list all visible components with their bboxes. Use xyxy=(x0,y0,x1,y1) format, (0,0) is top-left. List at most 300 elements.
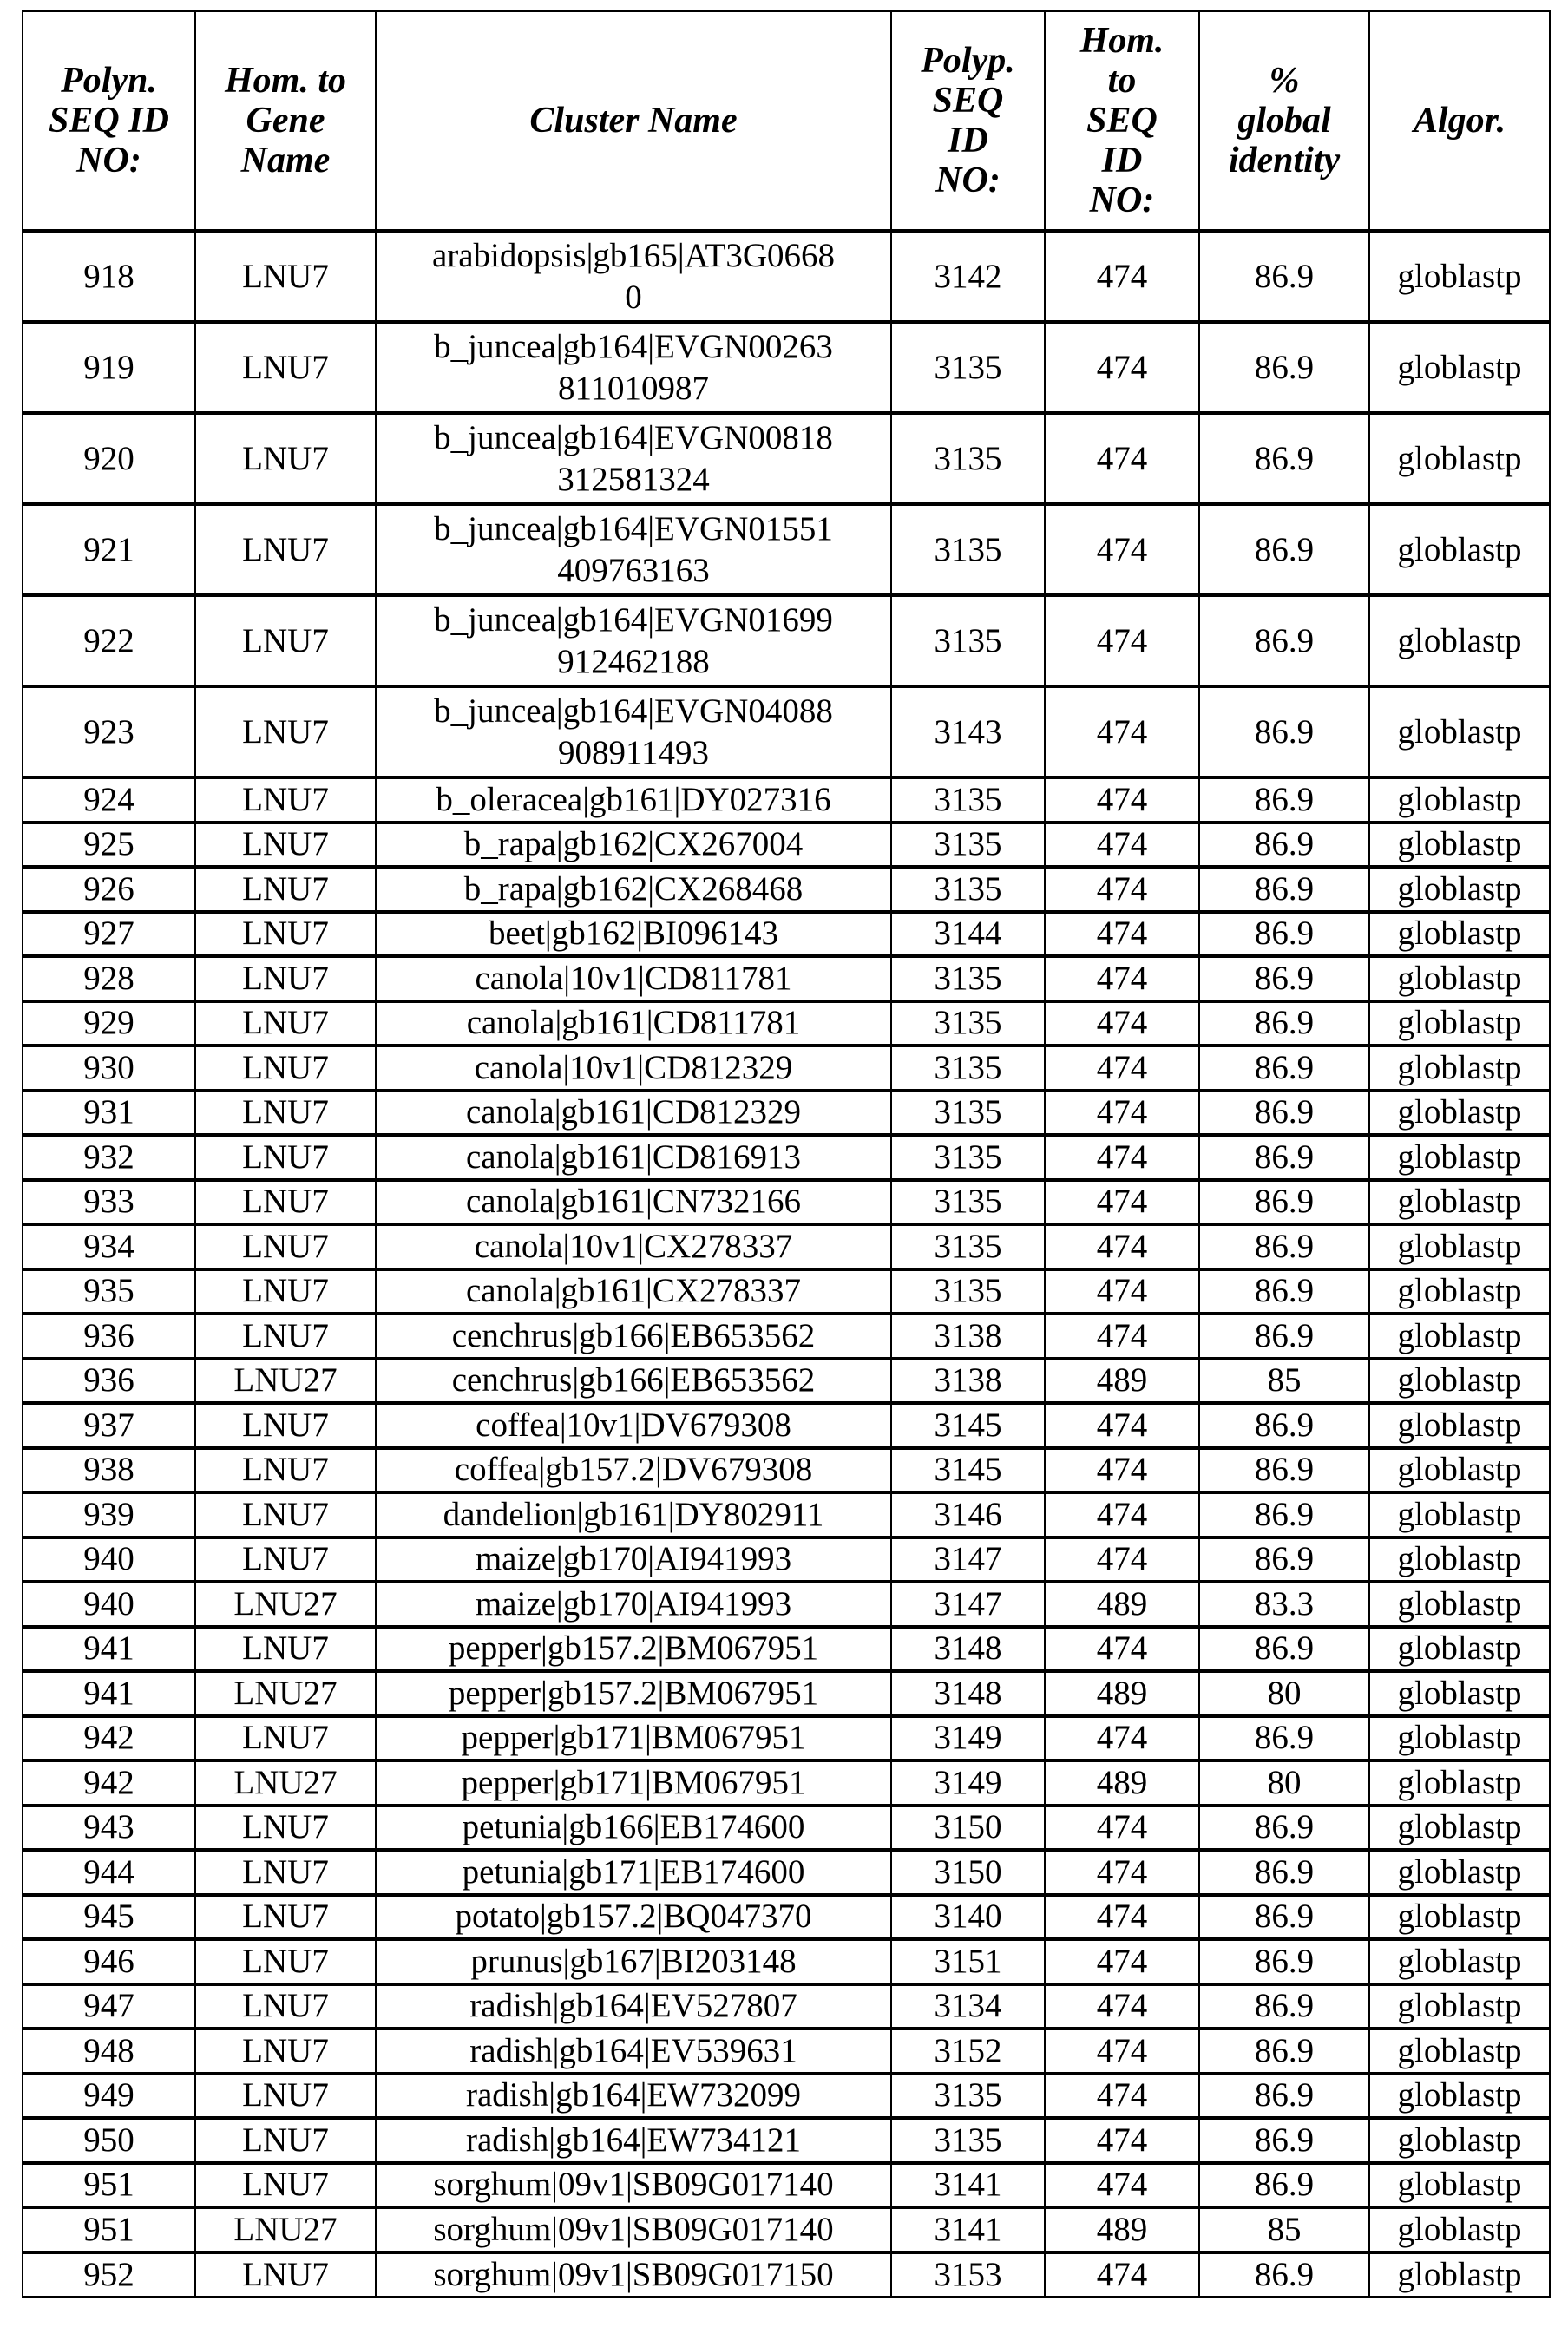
hom-seq-id-cell: 489 xyxy=(1045,1582,1199,1627)
gene-name-cell: LNU7 xyxy=(195,1091,376,1136)
global-identity-cell: 86.9 xyxy=(1199,1046,1369,1091)
column-header-global-identity xyxy=(1199,11,1369,231)
polyn-seq-id-cell: 945 xyxy=(23,1895,195,1940)
hom-seq-id-cell: 474 xyxy=(1045,867,1199,912)
polyp-seq-id-cell: 3152 xyxy=(891,2029,1045,2074)
gene-name-cell: LNU7 xyxy=(195,1403,376,1448)
gene-name-cell: LNU7 xyxy=(195,823,376,868)
global-identity-cell: 86.9 xyxy=(1199,231,1369,322)
global-identity-cell: 86.9 xyxy=(1199,413,1369,504)
hom-seq-id-cell: 474 xyxy=(1045,2029,1199,2074)
column-header-line: ID xyxy=(948,121,988,161)
algorithm-cell: globlastp xyxy=(1369,2074,1550,2119)
algorithm-cell: globlastp xyxy=(1369,912,1550,957)
gene-name-cell: LNU7 xyxy=(195,504,376,595)
hom-seq-id-cell: 474 xyxy=(1045,912,1199,957)
polyn-seq-id-cell: 922 xyxy=(23,595,195,686)
table-row xyxy=(23,777,1550,823)
polyn-seq-id-cell: 937 xyxy=(23,1403,195,1448)
global-identity-cell: 86.9 xyxy=(1199,1224,1369,1269)
global-identity-cell: 86.9 xyxy=(1199,322,1369,413)
table-row xyxy=(23,595,1550,686)
global-identity-cell: 86.9 xyxy=(1199,1806,1369,1851)
cluster-name-cell: maize|gb170|AI941993 xyxy=(376,1537,891,1583)
gene-name-cell: LNU7 xyxy=(195,1895,376,1940)
gene-name-cell: LNU27 xyxy=(195,1671,376,1716)
algorithm-cell: globlastp xyxy=(1369,686,1550,777)
polyp-seq-id-cell: 3142 xyxy=(891,231,1045,322)
polyp-seq-id-cell: 3150 xyxy=(891,1850,1045,1895)
gene-name-cell: LNU7 xyxy=(195,1046,376,1091)
cluster-name-line: b_juncea|gb164|EVGN04088 xyxy=(434,692,833,730)
hom-seq-id-cell: 474 xyxy=(1045,823,1199,868)
cluster-name-cell: canola|gb161|CD816913 xyxy=(376,1135,891,1180)
algorithm-cell: globlastp xyxy=(1369,2029,1550,2074)
table-row xyxy=(23,413,1550,504)
polyp-seq-id-cell: 3135 xyxy=(891,1269,1045,1314)
hom-seq-id-cell: 474 xyxy=(1045,777,1199,823)
column-header-line: Polyp. xyxy=(921,41,1015,81)
polyp-seq-id-cell: 3150 xyxy=(891,1806,1045,1851)
table-row xyxy=(23,2163,1550,2208)
table-row xyxy=(23,2118,1550,2163)
polyn-seq-id-cell: 949 xyxy=(23,2074,195,2119)
polyp-seq-id-cell: 3135 xyxy=(891,1001,1045,1046)
polyn-seq-id-cell: 951 xyxy=(23,2163,195,2208)
gene-name-cell: LNU7 xyxy=(195,1537,376,1583)
column-header-hom-gene-name xyxy=(195,11,376,231)
algorithm-cell: globlastp xyxy=(1369,867,1550,912)
polyn-seq-id-cell: 919 xyxy=(23,322,195,413)
polyn-seq-id-cell: 923 xyxy=(23,686,195,777)
hom-seq-id-cell: 474 xyxy=(1045,1939,1199,1984)
algorithm-cell: globlastp xyxy=(1369,1627,1550,1672)
algorithm-cell: globlastp xyxy=(1369,1939,1550,1984)
polyp-seq-id-cell: 3135 xyxy=(891,1224,1045,1269)
polyp-seq-id-cell: 3135 xyxy=(891,1180,1045,1225)
algorithm-cell: globlastp xyxy=(1369,1135,1550,1180)
cluster-name-cell: radish|gb164|EW732099 xyxy=(376,2074,891,2119)
polyp-seq-id-cell: 3135 xyxy=(891,2118,1045,2163)
gene-name-cell: LNU7 xyxy=(195,595,376,686)
gene-name-cell: LNU27 xyxy=(195,1760,376,1806)
table-row xyxy=(23,322,1550,413)
cluster-name-cell: canola|gb161|CX278337 xyxy=(376,1269,891,1314)
polyn-seq-id-cell: 940 xyxy=(23,1582,195,1627)
hom-seq-id-cell: 474 xyxy=(1045,1269,1199,1314)
polyn-seq-id-cell: 941 xyxy=(23,1671,195,1716)
algorithm-cell: globlastp xyxy=(1369,1359,1550,1404)
cluster-name-cell: coffea|gb157.2|DV679308 xyxy=(376,1448,891,1493)
column-header-polyp-seq-id xyxy=(891,11,1045,231)
gene-name-cell: LNU7 xyxy=(195,1448,376,1493)
global-identity-cell: 80 xyxy=(1199,1760,1369,1806)
hom-seq-id-cell: 474 xyxy=(1045,1537,1199,1583)
hom-seq-id-cell: 474 xyxy=(1045,1492,1199,1537)
global-identity-cell: 80 xyxy=(1199,1671,1369,1716)
polyn-seq-id-cell: 952 xyxy=(23,2252,195,2298)
hom-seq-id-cell: 474 xyxy=(1045,1403,1199,1448)
cluster-name-line: 908911493 xyxy=(557,733,710,771)
cluster-name-cell: canola|gb161|CN732166 xyxy=(376,1180,891,1225)
polyn-seq-id-cell: 948 xyxy=(23,2029,195,2074)
column-header-line: identity xyxy=(1228,141,1341,180)
table-row xyxy=(23,912,1550,957)
polyn-seq-id-cell: 928 xyxy=(23,956,195,1001)
hom-seq-id-cell: 474 xyxy=(1045,322,1199,413)
hom-seq-id-cell: 489 xyxy=(1045,1760,1199,1806)
table-row xyxy=(23,1180,1550,1225)
polyp-seq-id-cell: 3146 xyxy=(891,1492,1045,1537)
column-header-line: global xyxy=(1237,101,1331,141)
algorithm-cell: globlastp xyxy=(1369,2207,1550,2252)
gene-name-cell: LNU7 xyxy=(195,1135,376,1180)
cluster-name-cell: b_oleracea|gb161|DY027316 xyxy=(376,777,891,823)
table-row xyxy=(23,1895,1550,1940)
polyp-seq-id-cell: 3153 xyxy=(891,2252,1045,2298)
polyp-seq-id-cell: 3148 xyxy=(891,1627,1045,1672)
polyn-seq-id-cell: 944 xyxy=(23,1850,195,1895)
polyn-seq-id-cell: 924 xyxy=(23,777,195,823)
table-row xyxy=(23,504,1550,595)
hom-seq-id-cell: 474 xyxy=(1045,2074,1199,2119)
polyn-seq-id-cell: 925 xyxy=(23,823,195,868)
cluster-name-cell: canola|gb161|CD812329 xyxy=(376,1091,891,1136)
cluster-name-line: 409763163 xyxy=(557,551,710,589)
polyp-seq-id-cell: 3135 xyxy=(891,956,1045,1001)
polyn-seq-id-cell: 940 xyxy=(23,1537,195,1583)
gene-name-cell: LNU7 xyxy=(195,413,376,504)
algorithm-cell: globlastp xyxy=(1369,1180,1550,1225)
algorithm-cell: globlastp xyxy=(1369,1224,1550,1269)
cluster-name-line: 312581324 xyxy=(557,460,710,498)
gene-name-cell: LNU7 xyxy=(195,2118,376,2163)
polyn-seq-id-cell: 926 xyxy=(23,867,195,912)
polyn-seq-id-cell: 936 xyxy=(23,1314,195,1359)
cluster-name-cell xyxy=(376,413,891,504)
polyp-seq-id-cell: 3148 xyxy=(891,1671,1045,1716)
polyn-seq-id-cell: 938 xyxy=(23,1448,195,1493)
global-identity-cell: 83.3 xyxy=(1199,1582,1369,1627)
hom-seq-id-cell: 474 xyxy=(1045,1895,1199,1940)
table-row xyxy=(23,1806,1550,1851)
hom-seq-id-cell: 474 xyxy=(1045,956,1199,1001)
cluster-name-cell: canola|10v1|CX278337 xyxy=(376,1224,891,1269)
cluster-name-cell: pepper|gb157.2|BM067951 xyxy=(376,1627,891,1672)
table-row xyxy=(23,956,1550,1001)
polyn-seq-id-cell: 942 xyxy=(23,1760,195,1806)
algorithm-cell: globlastp xyxy=(1369,2163,1550,2208)
polyp-seq-id-cell: 3144 xyxy=(891,912,1045,957)
global-identity-cell: 86.9 xyxy=(1199,1091,1369,1136)
global-identity-cell: 86.9 xyxy=(1199,1492,1369,1537)
table-row xyxy=(23,1135,1550,1180)
gene-name-cell: LNU7 xyxy=(195,2163,376,2208)
hom-seq-id-cell: 474 xyxy=(1045,1984,1199,2029)
cluster-name-cell: prunus|gb167|BI203148 xyxy=(376,1939,891,1984)
polyp-seq-id-cell: 3141 xyxy=(891,2207,1045,2252)
polyn-seq-id-cell: 936 xyxy=(23,1359,195,1404)
cluster-name-cell: radish|gb164|EV527807 xyxy=(376,1984,891,2029)
column-header-line: Hom. xyxy=(1079,21,1165,61)
polyp-seq-id-cell: 3135 xyxy=(891,867,1045,912)
hom-seq-id-cell: 474 xyxy=(1045,1180,1199,1225)
gene-name-cell: LNU7 xyxy=(195,1180,376,1225)
gene-name-cell: LNU7 xyxy=(195,2252,376,2298)
global-identity-cell: 85 xyxy=(1199,2207,1369,2252)
global-identity-cell: 86.9 xyxy=(1199,504,1369,595)
global-identity-cell: 86.9 xyxy=(1199,1537,1369,1583)
cluster-name-cell: coffea|10v1|DV679308 xyxy=(376,1403,891,1448)
gene-name-cell: LNU7 xyxy=(195,912,376,957)
algorithm-cell: globlastp xyxy=(1369,823,1550,868)
polyp-seq-id-cell: 3135 xyxy=(891,2074,1045,2119)
polyn-seq-id-cell: 941 xyxy=(23,1627,195,1672)
algorithm-cell: globlastp xyxy=(1369,1760,1550,1806)
table-header xyxy=(23,11,1550,231)
hom-seq-id-cell: 489 xyxy=(1045,1359,1199,1404)
global-identity-cell: 86.9 xyxy=(1199,2118,1369,2163)
cluster-name-cell: cenchrus|gb166|EB653562 xyxy=(376,1359,891,1404)
algorithm-cell: globlastp xyxy=(1369,1492,1550,1537)
table-row xyxy=(23,823,1550,868)
hom-seq-id-cell: 474 xyxy=(1045,1001,1199,1046)
column-header-line: NO: xyxy=(1089,180,1155,220)
table-row xyxy=(23,686,1550,777)
polyp-seq-id-cell: 3135 xyxy=(891,504,1045,595)
algorithm-cell: globlastp xyxy=(1369,595,1550,686)
algorithm-cell: globlastp xyxy=(1369,1671,1550,1716)
polyn-seq-id-cell: 918 xyxy=(23,231,195,322)
polyp-seq-id-cell: 3135 xyxy=(891,777,1045,823)
table-row xyxy=(23,1627,1550,1672)
table-row xyxy=(23,1269,1550,1314)
algorithm-cell: globlastp xyxy=(1369,231,1550,322)
column-header-line: SEQ xyxy=(932,81,1004,121)
global-identity-cell: 86.9 xyxy=(1199,1403,1369,1448)
global-identity-cell: 86.9 xyxy=(1199,1850,1369,1895)
global-identity-cell: 86.9 xyxy=(1199,2074,1369,2119)
gene-name-cell: LNU7 xyxy=(195,686,376,777)
polyp-seq-id-cell: 3149 xyxy=(891,1760,1045,1806)
polyn-seq-id-cell: 921 xyxy=(23,504,195,595)
column-header-line: Gene xyxy=(246,101,325,141)
polyp-seq-id-cell: 3135 xyxy=(891,1091,1045,1136)
column-header-line: Polyn. xyxy=(61,61,157,101)
algorithm-cell: globlastp xyxy=(1369,322,1550,413)
cluster-name-line: b_juncea|gb164|EVGN00818 xyxy=(434,418,833,456)
cluster-name-line: arabidopsis|gb165|AT3G0668 xyxy=(431,236,836,274)
polyp-seq-id-cell: 3143 xyxy=(891,686,1045,777)
table-row xyxy=(23,1403,1550,1448)
column-header-line: Algor. xyxy=(1413,101,1506,141)
gene-name-cell: LNU7 xyxy=(195,1314,376,1359)
polyn-seq-id-cell: 929 xyxy=(23,1001,195,1046)
hom-seq-id-cell: 474 xyxy=(1045,2118,1199,2163)
column-header-line: to xyxy=(1107,61,1137,101)
global-identity-cell: 86.9 xyxy=(1199,1448,1369,1493)
algorithm-cell: globlastp xyxy=(1369,956,1550,1001)
table-row xyxy=(23,2074,1550,2119)
polyn-seq-id-cell: 931 xyxy=(23,1091,195,1136)
hom-seq-id-cell: 474 xyxy=(1045,1850,1199,1895)
column-header-line: Cluster Name xyxy=(529,101,738,141)
cluster-name-cell: petunia|gb171|EB174600 xyxy=(376,1850,891,1895)
column-header-line: SEQ xyxy=(1086,101,1158,141)
algorithm-cell: globlastp xyxy=(1369,1895,1550,1940)
table-row xyxy=(23,1046,1550,1091)
cluster-name-cell: canola|10v1|CD812329 xyxy=(376,1046,891,1091)
hom-seq-id-cell: 474 xyxy=(1045,504,1199,595)
gene-name-cell: LNU27 xyxy=(195,1582,376,1627)
polyn-seq-id-cell: 927 xyxy=(23,912,195,957)
table-row xyxy=(23,1716,1550,1761)
polyp-seq-id-cell: 3141 xyxy=(891,2163,1045,2208)
column-header-line: Name xyxy=(240,141,331,180)
global-identity-cell: 86.9 xyxy=(1199,1716,1369,1761)
cluster-name-cell xyxy=(376,686,891,777)
table-body xyxy=(23,231,1550,2297)
cluster-name-cell: petunia|gb166|EB174600 xyxy=(376,1806,891,1851)
algorithm-cell: globlastp xyxy=(1369,1806,1550,1851)
global-identity-cell: 86.9 xyxy=(1199,956,1369,1001)
cluster-name-cell: canola|gb161|CD811781 xyxy=(376,1001,891,1046)
global-identity-cell: 86.9 xyxy=(1199,686,1369,777)
polyn-seq-id-cell: 934 xyxy=(23,1224,195,1269)
hom-seq-id-cell: 489 xyxy=(1045,1671,1199,1716)
cluster-name-cell: sorghum|09v1|SB09G017150 xyxy=(376,2252,891,2298)
header-row xyxy=(23,11,1550,231)
cluster-name-cell xyxy=(376,322,891,413)
cluster-name-cell: cenchrus|gb166|EB653562 xyxy=(376,1314,891,1359)
table-row xyxy=(23,867,1550,912)
cluster-name-line: 811010987 xyxy=(557,369,710,407)
table-row xyxy=(23,1671,1550,1716)
cluster-name-cell: potato|gb157.2|BQ047370 xyxy=(376,1895,891,1940)
gene-name-cell: LNU7 xyxy=(195,231,376,322)
table-row xyxy=(23,1359,1550,1404)
global-identity-cell: 85 xyxy=(1199,1359,1369,1404)
global-identity-cell: 86.9 xyxy=(1199,1180,1369,1225)
global-identity-cell: 86.9 xyxy=(1199,2252,1369,2298)
gene-name-cell: LNU7 xyxy=(195,1806,376,1851)
algorithm-cell: globlastp xyxy=(1369,1314,1550,1359)
polyn-seq-id-cell: 943 xyxy=(23,1806,195,1851)
table-row xyxy=(23,1582,1550,1627)
hom-seq-id-cell: 474 xyxy=(1045,2163,1199,2208)
global-identity-cell: 86.9 xyxy=(1199,1627,1369,1672)
cluster-name-cell: radish|gb164|EW734121 xyxy=(376,2118,891,2163)
column-header-line: Hom. to xyxy=(224,61,346,101)
algorithm-cell: globlastp xyxy=(1369,2118,1550,2163)
global-identity-cell: 86.9 xyxy=(1199,2163,1369,2208)
algorithm-cell: globlastp xyxy=(1369,413,1550,504)
polyp-seq-id-cell: 3135 xyxy=(891,322,1045,413)
cluster-name-line: b_juncea|gb164|EVGN01699 xyxy=(434,600,833,639)
global-identity-cell: 86.9 xyxy=(1199,1939,1369,1984)
gene-name-cell: LNU7 xyxy=(195,1850,376,1895)
polyp-seq-id-cell: 3147 xyxy=(891,1537,1045,1583)
global-identity-cell: 86.9 xyxy=(1199,823,1369,868)
cluster-name-line: 912462188 xyxy=(557,642,710,680)
table-row xyxy=(23,1001,1550,1046)
global-identity-cell: 86.9 xyxy=(1199,867,1369,912)
algorithm-cell: globlastp xyxy=(1369,1850,1550,1895)
column-header-hom-seq-id xyxy=(1045,11,1199,231)
cluster-name-cell: b_rapa|gb162|CX268468 xyxy=(376,867,891,912)
cluster-name-line: b_juncea|gb164|EVGN01551 xyxy=(434,509,833,547)
algorithm-cell: globlastp xyxy=(1369,1269,1550,1314)
cluster-name-cell: sorghum|09v1|SB09G017140 xyxy=(376,2163,891,2208)
global-identity-cell: 86.9 xyxy=(1199,595,1369,686)
hom-seq-id-cell: 474 xyxy=(1045,1314,1199,1359)
cluster-name-cell: pepper|gb171|BM067951 xyxy=(376,1716,891,1761)
cluster-name-cell: b_rapa|gb162|CX267004 xyxy=(376,823,891,868)
table-row xyxy=(23,1314,1550,1359)
cluster-name-line: b_juncea|gb164|EVGN00263 xyxy=(434,327,833,365)
polyn-seq-id-cell: 935 xyxy=(23,1269,195,1314)
cluster-name-cell: pepper|gb157.2|BM067951 xyxy=(376,1671,891,1716)
global-identity-cell: 86.9 xyxy=(1199,1135,1369,1180)
gene-name-cell: LNU7 xyxy=(195,322,376,413)
table-row xyxy=(23,1760,1550,1806)
polyp-seq-id-cell: 3135 xyxy=(891,1046,1045,1091)
polyp-seq-id-cell: 3135 xyxy=(891,1135,1045,1180)
table-row xyxy=(23,1448,1550,1493)
polyp-seq-id-cell: 3138 xyxy=(891,1359,1045,1404)
global-identity-cell: 86.9 xyxy=(1199,1314,1369,1359)
polyn-seq-id-cell: 932 xyxy=(23,1135,195,1180)
polyp-seq-id-cell: 3135 xyxy=(891,595,1045,686)
table-row xyxy=(23,1492,1550,1537)
table-row xyxy=(23,1537,1550,1583)
gene-name-cell: LNU7 xyxy=(195,1716,376,1761)
gene-name-cell: LNU7 xyxy=(195,867,376,912)
gene-name-cell: LNU27 xyxy=(195,2207,376,2252)
algorithm-cell: globlastp xyxy=(1369,2252,1550,2298)
hom-seq-id-cell: 474 xyxy=(1045,231,1199,322)
polyp-seq-id-cell: 3151 xyxy=(891,1939,1045,1984)
algorithm-cell: globlastp xyxy=(1369,777,1550,823)
polyn-seq-id-cell: 942 xyxy=(23,1716,195,1761)
hom-seq-id-cell: 474 xyxy=(1045,413,1199,504)
gene-name-cell: LNU7 xyxy=(195,2074,376,2119)
cluster-name-cell: sorghum|09v1|SB09G017140 xyxy=(376,2207,891,2252)
polyp-seq-id-cell: 3149 xyxy=(891,1716,1045,1761)
gene-name-cell: LNU7 xyxy=(195,1492,376,1537)
gene-name-cell: LNU7 xyxy=(195,1939,376,1984)
polyn-seq-id-cell: 950 xyxy=(23,2118,195,2163)
hom-seq-id-cell: 474 xyxy=(1045,1806,1199,1851)
column-header-line: NO: xyxy=(935,161,1001,200)
global-identity-cell: 86.9 xyxy=(1199,912,1369,957)
hom-seq-id-cell: 474 xyxy=(1045,1627,1199,1672)
polyp-seq-id-cell: 3145 xyxy=(891,1403,1045,1448)
algorithm-cell: globlastp xyxy=(1369,1403,1550,1448)
table-row xyxy=(23,1224,1550,1269)
algorithm-cell: globlastp xyxy=(1369,1091,1550,1136)
polyp-seq-id-cell: 3135 xyxy=(891,413,1045,504)
column-header-cluster-name xyxy=(376,11,891,231)
global-identity-cell: 86.9 xyxy=(1199,1269,1369,1314)
algorithm-cell: globlastp xyxy=(1369,1537,1550,1583)
gene-name-cell: LNU7 xyxy=(195,1224,376,1269)
cluster-name-cell xyxy=(376,231,891,322)
cluster-name-cell xyxy=(376,595,891,686)
global-identity-cell: 86.9 xyxy=(1199,2029,1369,2074)
global-identity-cell: 86.9 xyxy=(1199,777,1369,823)
hom-seq-id-cell: 474 xyxy=(1045,1135,1199,1180)
